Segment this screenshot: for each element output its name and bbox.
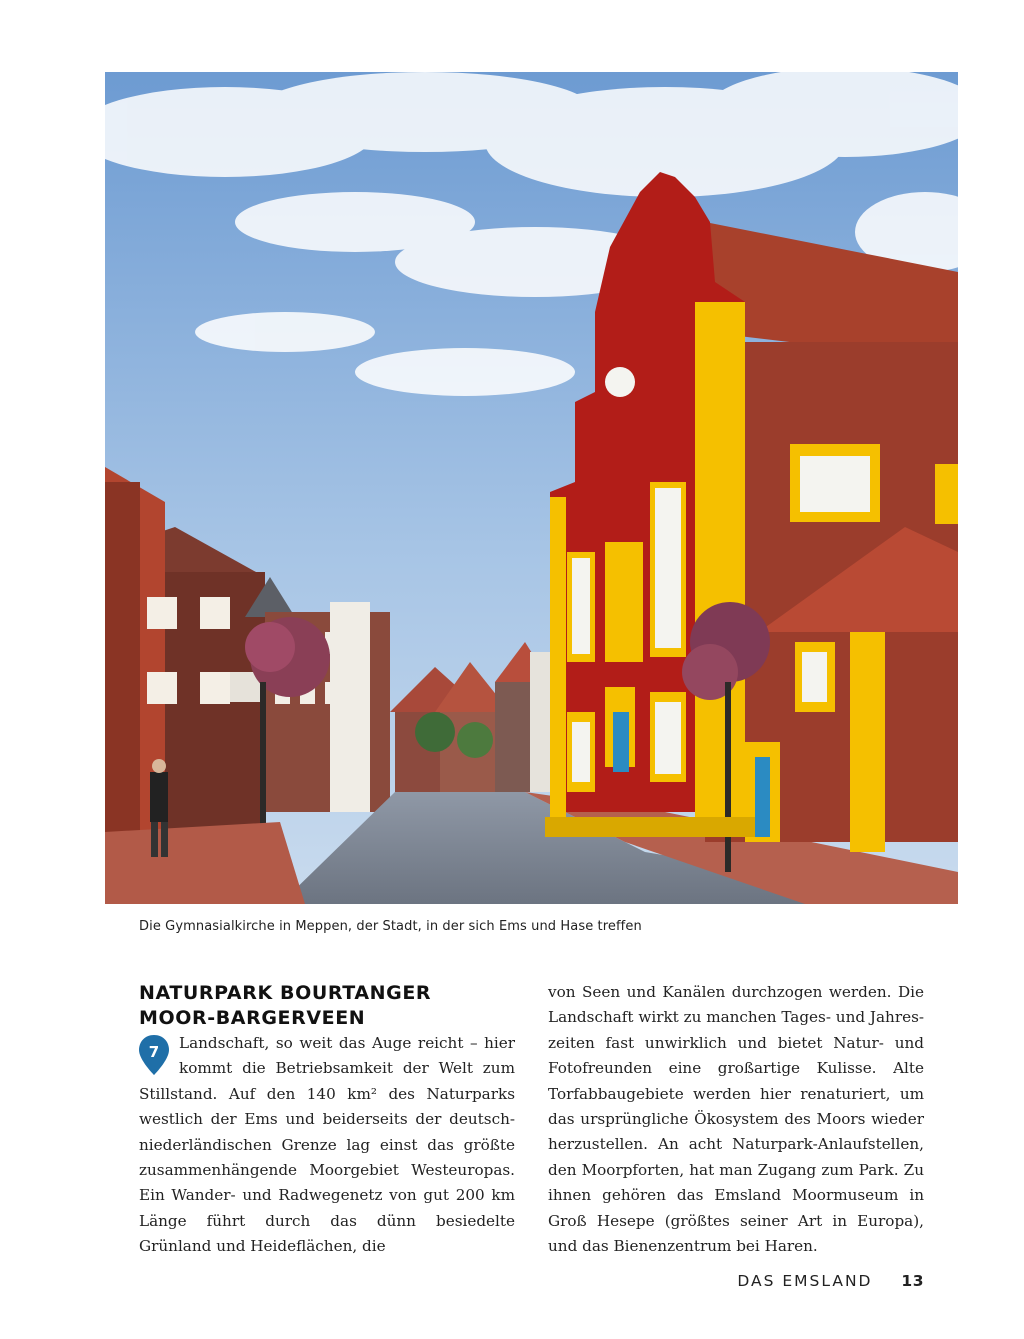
heading-line-2: MOOR-BARGERVEEN (139, 1007, 366, 1029)
text-column-2 (548, 980, 924, 1259)
column-1-text: Landschaft, so weit das Auge reicht – hier kommt die Betriebsamkeit der Welt zum Stillstand. Auf den 140 km² des Naturparks westlich der Ems und beiderseits der deutsch-niederländischen Grenze lag einst das größte zusammenhängende Moorgebiet Westeuropas. Ein Wander- und Radwegenetz von gut 200 km Länge führt durch das dünn besiedelte Grünland und Heideflächen, die (139, 1034, 515, 1256)
page-footer (737, 1272, 924, 1290)
column-2-text: von Seen und Kanälen durchzogen werden. Die Landschaft wirkt zu manchen Tages- und Jahreszeiten fast unwirklich und bietet Natur- und Fotofreunden eine großartige Kulisse. Alte Torfabbaugebiete werden hier renaturiert, um das ursprüngliche Ökosystem des Moors wieder herzustellen. An acht Naturpark-Anlaufstellen, den Moorpforten, hat man Zugang zum Park. Zu ihnen gehören das Emsland Moormuseum in Groß Hesepe (größtes seiner Art in Europa), und das Bienenzentrum bei Haren. (548, 983, 925, 1256)
church-photo (105, 72, 958, 904)
page-number: 13 (901, 1272, 924, 1290)
heading-line-1: NATURPARK BOURTANGER (139, 982, 432, 1004)
marker-number: 7 (148, 1043, 160, 1061)
text-column-1 (139, 1031, 515, 1260)
photo-caption: Die Gymnasialkirche in Meppen, der Stadt, in der sich Ems und Hase treffen (139, 919, 642, 934)
map-pin-icon (139, 1035, 169, 1075)
chapter-title: DAS EMSLAND (737, 1272, 873, 1290)
section-heading (139, 981, 499, 1031)
